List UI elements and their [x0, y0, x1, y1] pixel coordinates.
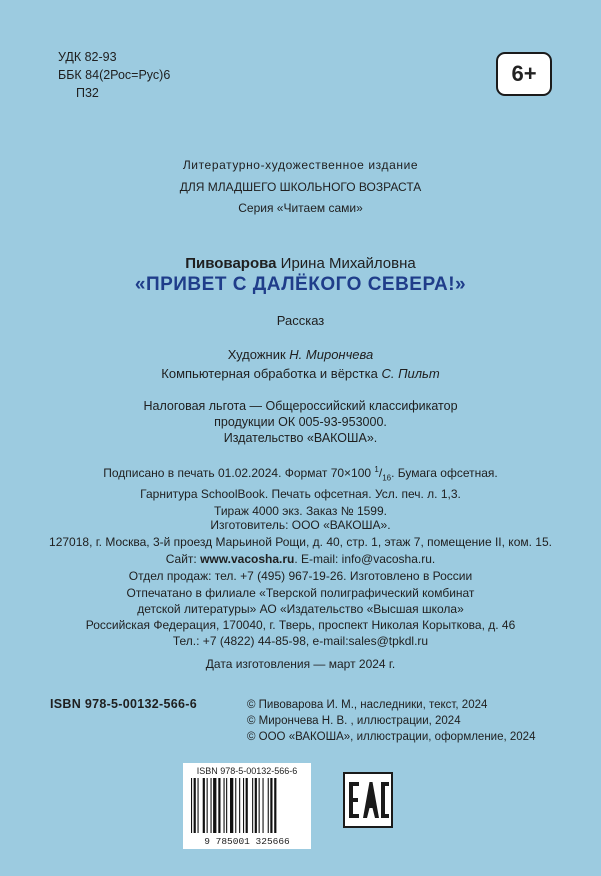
format-denominator: 16: [382, 473, 392, 483]
artist-credit: [0, 347, 601, 363]
tax-line: Издательство «ВАКОША».: [223, 431, 378, 445]
bbk-code: ББК 84(2Рос=Рус)6: [58, 68, 171, 82]
signed-suffix: . Бумага офсетная.: [391, 466, 498, 480]
classification-codes: [58, 48, 170, 102]
series-name: Серия «Читаем сами»: [238, 201, 363, 215]
tax-line: Налоговая льгота — Общероссийский классификатор: [143, 399, 458, 413]
typeface-line: Гарнитура SchoolBook. Печать офсетная. Усл. печ. л. 1,3.: [140, 487, 461, 502]
site-label: Сайт:: [165, 552, 201, 566]
printer-line: Российская Федерация, 170040, г. Тверь, проспект Николая Корыткова, д. 46: [85, 618, 516, 632]
tax-info: [0, 398, 601, 446]
print-info: [0, 461, 601, 520]
layout-name: С. Пильт: [381, 366, 440, 381]
copyright-block: [247, 697, 535, 745]
copyright-line: © Мирончева Н. В. , иллюстрации, 2024: [247, 715, 461, 727]
author-line: [0, 255, 601, 272]
isbn: ISBN 978-5-00132-566-6: [50, 697, 197, 711]
barcode: [183, 763, 311, 849]
site-line: [0, 551, 601, 568]
age-rating-badge: 6+: [496, 52, 552, 96]
manufacture-date: Дата изготовления — март 2024 г.: [205, 657, 396, 671]
eac-mark-icon: [343, 772, 393, 828]
artist-name: Н. Мирончева: [289, 347, 374, 362]
author-mark: П32: [76, 86, 99, 100]
layout-label: Компьютерная обработка и вёрстка: [161, 366, 378, 381]
manufacturer-info: [0, 517, 601, 585]
book-title: «ПРИВЕТ С ДАЛЁКОГО СЕВЕРА!»: [134, 274, 467, 295]
barcode-bars-icon: [191, 778, 303, 833]
barcode-digits: 9 785001 325666: [204, 836, 290, 847]
edition-audience: ДЛЯ МЛАДШЕГО ШКОЛЬНОГО ВОЗРАСТА: [179, 180, 422, 194]
printer-line: Тел.: +7 (4822) 44-85-98, e-mail:sales@tpkdl.ru: [172, 634, 429, 648]
book-genre: Рассказ: [276, 313, 325, 328]
tax-line: продукции ОК 005-93-953000.: [214, 415, 387, 429]
layout-credit: [0, 366, 601, 382]
site-link[interactable]: www.vacosha.ru: [200, 552, 295, 566]
barcode-isbn-label: ISBN 978-5-00132-566-6: [196, 766, 298, 776]
format-numerator: 1: [374, 465, 379, 474]
signed-prefix: Подписано в печать 01.02.2024. Формат 70×100: [103, 466, 375, 480]
email-text: . E-mail: info@vacosha.ru.: [294, 552, 436, 566]
manufacturer-name: Изготовитель: ООО «ВАКОША».: [210, 518, 391, 532]
printer-line: Отпечатано в филиале «Тверской полиграфический комбинат: [126, 586, 475, 600]
copyright-line: © ООО «ВАКОША», иллюстрации, оформление, 2024: [247, 731, 536, 743]
author-surname: Пивоварова: [185, 255, 277, 272]
manufacturer-address: 127018, г. Москва, 3-й проезд Марьиной Рощи, д. 40, стр. 1, этаж 7, помещение II, ком. 15.: [49, 535, 552, 549]
copyright-line: © Пивоварова И. М., наследники, текст, 2024: [247, 699, 488, 711]
artist-label: Художник: [227, 347, 286, 362]
run-line: Тираж 4000 экз. Заказ № 1599.: [214, 504, 387, 519]
udk-code: УДК 82-93: [58, 50, 117, 64]
signed-line: Подписано в печать 01.02.2024. Формат 70×100 $^1/_{16}$. Бумага офсетная.: [103, 465, 498, 483]
printer-info: [0, 585, 601, 649]
sales-line: Отдел продаж: тел. +7 (495) 967-19-26. Изготовлено в России: [128, 569, 473, 583]
edition-genre: Литературно-художественное издание: [182, 158, 419, 172]
printer-line: детской литературы» АО «Издательство «Высшая школа»: [137, 602, 464, 616]
author-given-name: Ирина Михайловна: [280, 255, 416, 272]
